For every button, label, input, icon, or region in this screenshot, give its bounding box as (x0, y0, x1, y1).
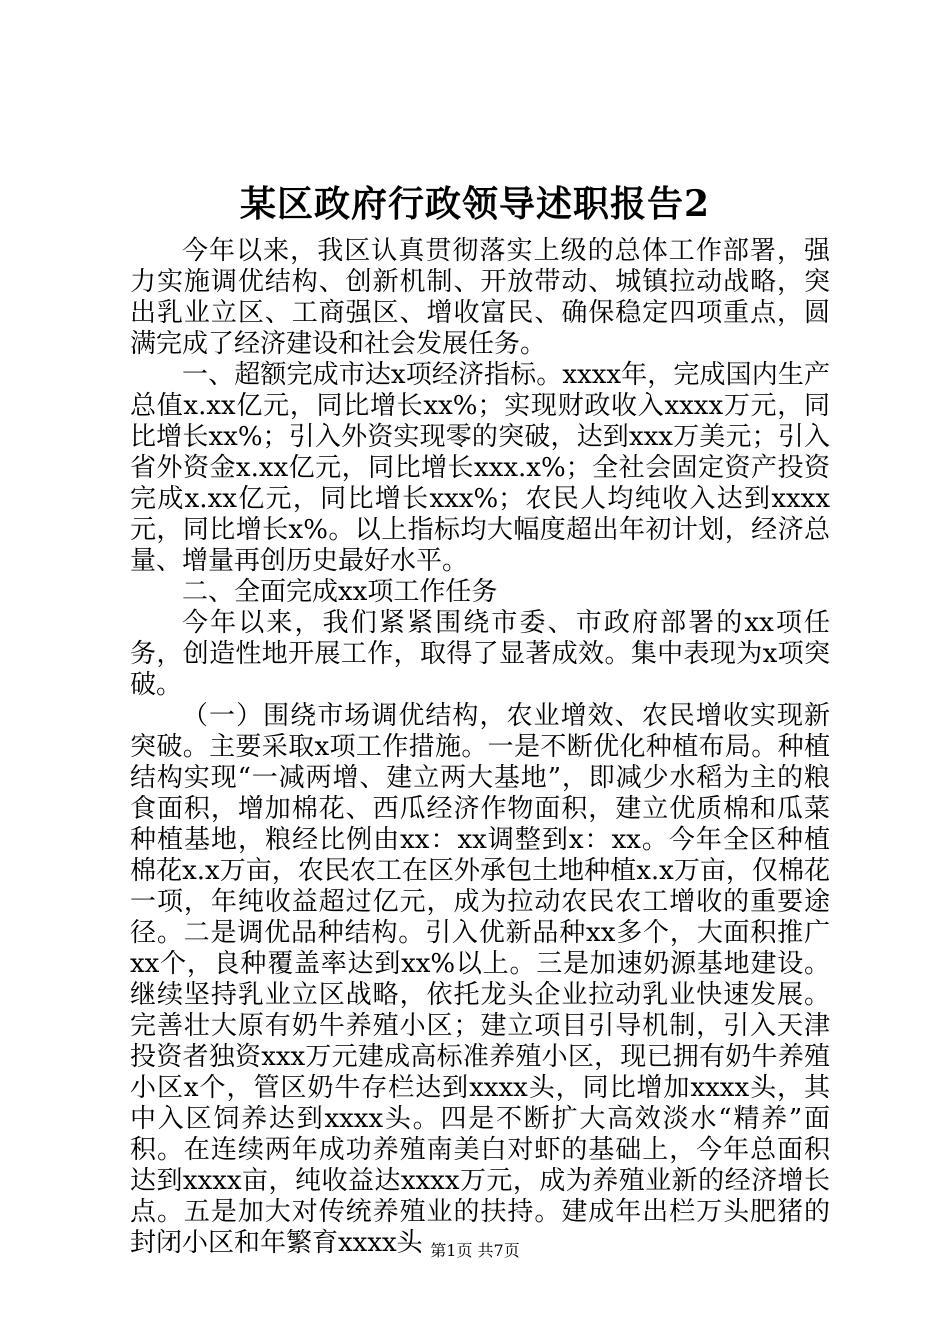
paragraph-agriculture: （一）围绕市场调优结构，农业增效、农民增收实现新突破。主要采取x项工作措施。一是不断优化种植布局。种植结构实现“一减两增、建立两大基地”，即减少水稻为主的粮食面积，增加棉花、西瓜经济作物面积，建立优质棉和瓜菜种植基地，粮经比例由xx：xx调整到x：xx。今年全区种植棉花x.x万亩，农民农工在区外承包土地种植x.x万亩，仅棉花一项，年纯收益超过亿元，成为拉动农民农工增收的重要途径。二是调优品种结构。引入优新品种xx多个，大面积推广xx个，良种覆盖率达到xx%以上。三是加速奶源基地建设。继续坚持乳业立区战略，依托龙头企业拉动乳业快速发展。完善壮大原有奶牛养殖小区；建立项目引导机制，引入天津投资者独资xxx万元建成高标准养殖小区，现已拥有奶牛养殖小区x个，管区奶牛存栏达到xxxx头，同比增加xxxx头，其中入区饲养达到xxxx头。四是不断扩大高效淡水“精养”面积。在连续两年成功养殖南美白对虾的基础上，今年总面积达到xxxx亩，纯收益达xxxx万元，成为养殖业新的经济增长点。五是加大对传统养殖业的扶持。建成年出栏万头肥猪的封闭小区和年繁育xxxx头 (130, 701, 830, 1258)
document-body (130, 236, 830, 1259)
page-footer: 第1页 共7页 (430, 1241, 520, 1260)
document-title: 某区政府行政领导述职报告2 (239, 183, 711, 225)
paragraph-intro: 今年以来，我区认真贯彻落实上级的总体工作部署，强力实施调优结构、创新机制、开放带动、城镇拉动战略，突出乳业立区、工商强区、增收富民、确保稳定四项重点，圆满完成了经济建设和社会发展任务。 (130, 236, 830, 359)
section-heading-tasks: 二、全面完成xx项工作任务 (182, 577, 498, 607)
paragraph-economic-indicators: 一、超额完成市达x项经济指标。xxxx年，完成国内生产总值x.xx亿元，同比增长xx%；实现财政收入xxxx万元，同比增长xx%；引入外资实现零的突破，达到xxx万美元；引入省外资金x.xx亿元，同比增长xxx.x%；全社会固定资产投资完成x.xx亿元，同比增长xxx%；农民人均纯收入达到xxxx元，同比增长x%。以上指标均大幅度超出年初计划，经济总量、增量再创历史最好水平。 (130, 360, 830, 576)
paragraph-tasks-summary: 今年以来，我们紧紧围绕市委、市政府部署的xx项任务，创造性地开展工作，取得了显著成效。集中表现为x项突破。 (130, 608, 830, 700)
